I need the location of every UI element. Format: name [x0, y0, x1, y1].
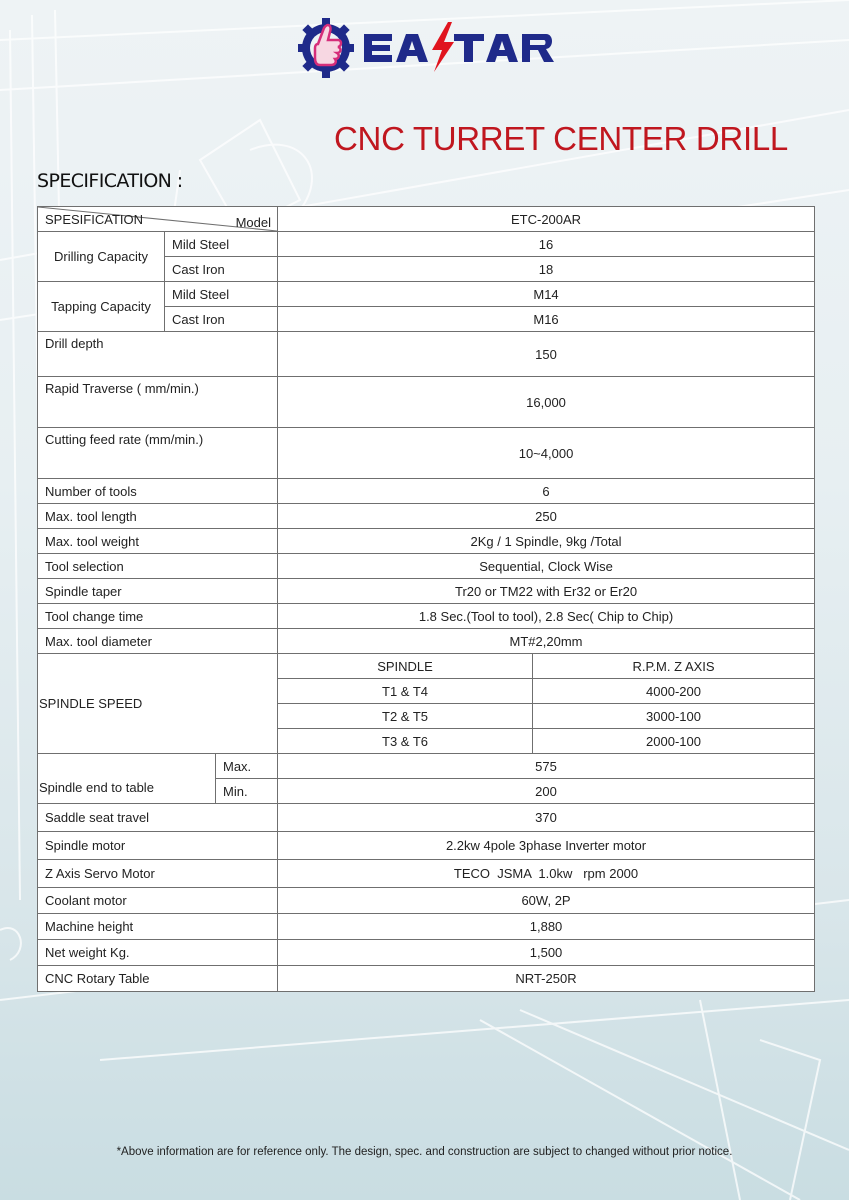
spindle-cell: T3 & T6 [278, 729, 533, 754]
table-row [38, 888, 815, 914]
value-cell: 370 [278, 804, 815, 832]
row-label: Net weight Kg. [38, 940, 278, 966]
value-cell: 1.8 Sec.(Tool to tool), 2.8 Sec( Chip to Chip) [278, 604, 815, 629]
spindle-end-to-table-label: Spindle end to table [38, 754, 216, 804]
sub-label: Min. [216, 779, 278, 804]
spindle-speed-label: SPINDLE SPEED [38, 654, 278, 754]
value-cell: 60W, 2P [278, 888, 815, 914]
table-row [38, 966, 815, 992]
value-cell: 2.2kw 4pole 3phase Inverter motor [278, 832, 815, 860]
row-label: Coolant motor [38, 888, 278, 914]
sub-label: Mild Steel [165, 232, 278, 257]
value-cell: 200 [278, 779, 815, 804]
table-row [38, 579, 815, 604]
tapping-capacity-label: Tapping Capacity [38, 282, 165, 332]
sub-label: Max. [216, 754, 278, 779]
table-row [38, 504, 815, 529]
row-label: Max. tool length [38, 504, 278, 529]
sub-label: Cast Iron [165, 307, 278, 332]
row-label: Rapid Traverse ( mm/min.) [38, 377, 278, 428]
value-cell: M14 [278, 282, 815, 307]
value-cell: 1,880 [278, 914, 815, 940]
value-cell: 6 [278, 479, 815, 504]
model-label: Model [235, 215, 272, 230]
value-cell: 250 [278, 504, 815, 529]
row-label: Cutting feed rate (mm/min.) [38, 428, 278, 479]
value-cell: 1,500 [278, 940, 815, 966]
table-row [38, 332, 815, 377]
value-cell: 16,000 [278, 377, 815, 428]
table-row [38, 604, 815, 629]
value-cell: 575 [278, 754, 815, 779]
model-value: ETC-200AR [278, 207, 815, 232]
rpm-cell: 3000-100 [533, 704, 815, 729]
value-cell: 2Kg / 1 Spindle, 9kg /Total [278, 529, 815, 554]
rpm-cell: 2000-100 [533, 729, 815, 754]
table-row [38, 529, 815, 554]
drilling-capacity-label: Drilling Capacity [38, 232, 165, 282]
row-label: Spindle motor [38, 832, 278, 860]
spindle-speed-header-row [38, 654, 815, 679]
rpm-cell: 4000-200 [533, 679, 815, 704]
table-row [38, 479, 815, 504]
row-label: Tool change time [38, 604, 278, 629]
specification-heading: SPECIFICATION : [37, 170, 183, 192]
value-cell: 18 [278, 257, 815, 282]
page-title: CNC TURRET CENTER DRILL [334, 120, 788, 157]
spindle-column-header: SPINDLE [278, 654, 533, 679]
table-row [38, 832, 815, 860]
value-cell: TECO JSMA 1.0kw rpm 2000 [278, 860, 815, 888]
row-label: Spindle taper [38, 579, 278, 604]
eastar-logo [298, 14, 556, 78]
value-cell: 150 [278, 332, 815, 377]
table-row [38, 232, 815, 257]
table-row [38, 282, 815, 307]
table-row [38, 629, 815, 654]
row-label: Z Axis Servo Motor [38, 860, 278, 888]
table-header-row [38, 207, 815, 232]
row-label: Tool selection [38, 554, 278, 579]
row-label: Max. tool diameter [38, 629, 278, 654]
value-cell: Sequential, Clock Wise [278, 554, 815, 579]
footnote-disclaimer: *Above information are for reference only. The design, spec. and construction are subject to changed without prior notice. [116, 1146, 733, 1158]
sub-label: Cast Iron [165, 257, 278, 282]
value-cell: MT#2,20mm [278, 629, 815, 654]
value-cell: Tr20 or TM22 with Er32 or Er20 [278, 579, 815, 604]
spindle-cell: T2 & T5 [278, 704, 533, 729]
header-corner-cell [38, 207, 278, 232]
specification-label: SPESIFICATION [45, 212, 143, 227]
row-label: CNC Rotary Table [38, 966, 278, 992]
value-cell: 10~4,000 [278, 428, 815, 479]
value-cell: 16 [278, 232, 815, 257]
table-row [38, 940, 815, 966]
table-row [38, 804, 815, 832]
specification-table [37, 206, 815, 992]
table-row [38, 554, 815, 579]
value-cell: NRT-250R [278, 966, 815, 992]
row-label: Drill depth [38, 332, 278, 377]
table-row [38, 860, 815, 888]
row-label: Saddle seat travel [38, 804, 278, 832]
sub-label: Mild Steel [165, 282, 278, 307]
table-row [38, 914, 815, 940]
spindle-cell: T1 & T4 [278, 679, 533, 704]
table-row [38, 428, 815, 479]
row-label: Number of tools [38, 479, 278, 504]
table-row [38, 754, 815, 779]
row-label: Machine height [38, 914, 278, 940]
row-label: Max. tool weight [38, 529, 278, 554]
table-row [38, 377, 815, 428]
gear-thumbs-up-icon [298, 18, 354, 78]
value-cell: M16 [278, 307, 815, 332]
rpm-column-header: R.P.M. Z AXIS [533, 654, 815, 679]
